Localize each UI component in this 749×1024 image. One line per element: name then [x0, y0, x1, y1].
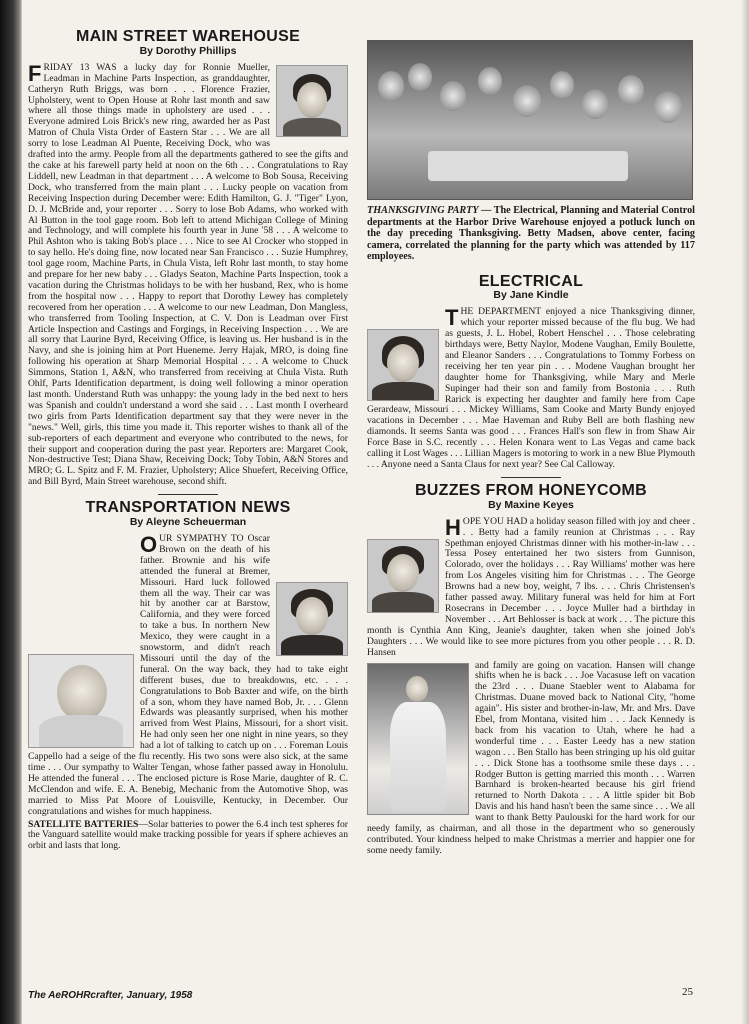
electrical-dropcap: T: [445, 305, 459, 331]
portrait-photo-aleyne: [276, 582, 348, 656]
transportation-title: TRANSPORTATION NEWS: [85, 499, 291, 517]
portrait-photo-jane: [367, 329, 439, 401]
section-divider: [158, 494, 218, 495]
section-divider: [501, 477, 561, 478]
photo-caption: [367, 205, 695, 263]
satellite-paragraph: [28, 820, 348, 853]
main-street-byline: By Dorothy Phillips: [139, 44, 237, 57]
honeycomb-dropcap: H: [445, 514, 461, 540]
main-street-text: RIDAY 13 WAS a lucky day for Ronnie Mueller, Leadman in Machine Parts Inspection, as granddaughter, Catheryn Ruth Briggs, was born . . . Florence Frazier, Upholstery, went to Open House at Rohr last month and saw where all those things made in upholstery are used . . . Everyone admired Lois Brick's new ring, awarded her as Past Matron of Chula Vista Order of Eastern Star . . . We are all sorry to lose Leadman Al Puente, Receiving Dock, who was drafted into the army. People from all the departments gathered to see the gifts and the cake at his farewell party held at noon on the 6th . . . Congratulations to Ray Liddell, new Leadman in that department . . . A welcome to Bob Sousa, Receiving Dock, who transferred from the main plant . . . Lucky people on vacation from Receiving Inspection during December were: Edith Hamilton, G. J. "Tiger" Lyon, D. J. McBride and, your reporter . . . Sorry to lose Bob Adams, who worked with Al Button in the tool gage room. Bob left to attend Michigan College of Mining and Technology, and will complete his fourth year in June '58 . . . A welcome to Phil Ashton who is taking Bob's place . . . Nice to see Al Crocker who stopped in to say hello. He's doing fine, now located near San Francisco . . . Suzie Humphrey, tool gage room, Machine Parts, in Chula Vista, left Rohr last month, to stay home and prepare for her new baby . . . Gladys Seaton, Machine Parts Inspection, took a vacation during the Christmas holidays to be with her husband, Rex, who is home from the hospital now . . . Happy to report that Dorothy Lewey has completely recovered from her operation . . . A welcome to our new Leadman, Don Mangless, who transferred from Tooling Inspection, at C. V. Don is Leadman over First Article Inspection and Castings and Forgings, in Receiving Inspection . . . We are all sorry that Laurine Byrd, Receiving Office, is leaving us. Her husband is in the Navy, and she is joining him at Port Hueneme. Jerry Hajak, MRO, is doing fine following his operation at Sharp Memorial Hospital . . . A welcome to Chuck Simmons, Station 1, A&N, who transferred from receiving at Chula Vista. Ruth Ohlf, Parts Identification department, is doing well following a minor operation last month. Understand Ruth was unhappy: the young lady in the bed next to hers was Spanish and couldn't understand a word she said . . . Last month I overheard two girls from Parts Identification department say that they were never in the "news." Well, girls, this time you made it. This reporter wishes to thank all of the sub-reporters of each department and everyone who contributed to the news, for their support and cooperation during the past year. Reporters are: Margaret Cook, Non-destructive Test; Diana Shaw, Receiving Dock; Toby Tobin, A&N Stores and MRO; G. L. Spitz and F. M. Frazier, Upholstery; Alice Shuefert, Receiving Office, and Bill Byrd, Main Street warehouse, second shift.: [28, 61, 348, 488]
main-street-title: MAIN STREET WAREHOUSE: [75, 28, 301, 45]
satellite-lead: SATELLITE BATTERIES: [28, 818, 139, 830]
magazine-footer: The AeROHRcrafter, January, 1958: [28, 990, 193, 1001]
transportation-text: UR SYMPATHY TO Oscar Brown on the death of his father. Brownie and his wife attended the funeral at Bremer, Missouri. Hard luck followed them all the way. Their car was hit by another car at Barstow, California, and they were forced to take a bus. In northern New Mexico, they were caught in a snowstorm, and didn't reach Missouri until the day of the funeral. On the way back, they had to take eight different buses, due to breakdowns, etc. . . . Congratulations to Bob Baxter and wife, on the birth of a son, whom they have named Bob, Jr. . . . Glenn Edwards was pleasantly surprised, when his mother arrived from West Plains, Missouri, for a short visit. He had only seen her one night in nine years, so they had a lot of talking to catch up on . . . Foreman Louis Cappello had a seige of the flu recently. His two sons were also sick, at the same time . . . Our sympathy to Walter Tengan, whose father passed away in Honolulu. He attended the funeral . . . The enclosed picture is Rose Marie, daughter of R. C. McClendon and wife. E. A. Benebig, Mechanic from the Automotive Shop, was married to Miss Pat Moore of Louisville, Kentucky, in December. Our congratulations and wishes for much happiness.: [28, 532, 348, 817]
transportation-byline: By Aleyne Scheuerman: [129, 516, 247, 529]
portrait-photo-maxine: [367, 539, 439, 613]
transportation-dropcap: O: [140, 531, 158, 557]
binding-spine: [0, 0, 22, 1024]
right-column: [367, 32, 695, 859]
left-column: [28, 28, 348, 854]
electrical-title: ELECTRICAL: [478, 272, 584, 290]
honeycomb-text-1: OPE YOU HAD a holiday season filled with joy and cheer . . . Betty had a family reunion at Christmas . . . Ray Spethman enjoyed Christmas dinner with his mother-in-law . . . Tessa Posey entertained her two sisters from Gunnison, Colorado, over the holidays . . . Ray Williams' mother was here from Los Angeles visiting him for Christmas . . . The George Browns had a new boy, weight, 7 lbs. . . . Chris Christensen's father passed away. Military funeral was held for him at Fort Rosecrans in December . . . Joyce Muller had a birthday in November . . . Art Behlosser is back at work . . . The picture this month is Cynthia Ann King, Jeanie's daughter, taken when she joined Job's Daughters . . . We would like to see more pictures from you other people . . . R. D. Hansen: [367, 515, 695, 658]
main-street-dropcap: F: [28, 60, 42, 86]
page-edge: [741, 0, 749, 1024]
portrait-photo-dorothy: [276, 65, 348, 137]
electrical-text: HE DEPARTMENT enjoyed a nice Thanksgiving dinner, which your reporter missed because of the flu bug. We had as guests, J. L. Hobel, Robert Henschel . . . Those celebrating birthdays were, Betty Naylor, Modene Vaughan, Emily Boulette, and Eleanor Sanders . . . Congratulations to Tommy Forbess on receiving her ten year pin . . . Modene Vaughan brought her daughter home for Thanksgiving, while Mary and Merle Supinger had their son and family from Bostonia . . . Ruth Rarick is expecting her daughter and family here from Cape Gerardeaw, Missouri . . . Mickey Williams, Sam Cooke and Marty Bundy enjoyed vacations in December . . . Mae Haveman and Ruby Bell are both flashing new diamonds. It seems Santa was good . . . Frances Hall's son flew in from Shaw Air Force Base in S.C. recently . . . Helen Konara went to Las Vegas and came back calling it Lost Wages . . . Lillian Magers is motoring to work in a new Blue Plymouth . . . Anyone need a Santa Claus for next year? See Cal Calloway.: [367, 306, 695, 470]
job-daughters-photo: [367, 663, 469, 815]
caption-text: — The Electrical, Planning and Material Control departments at the Harbor Drive Warehouse enjoyed a potluck lunch on the day preceding Thanksgiving. Betty Madsen, above center, facing camera, correlated the planning for the party which was attended by 117 employees.: [367, 205, 695, 262]
electrical-byline: By Jane Kindle: [493, 289, 569, 302]
baby-photo-rose-marie: [28, 654, 134, 748]
page-number: 25: [682, 986, 693, 998]
caption-lead: THANKSGIVING PARTY: [367, 205, 479, 216]
honeycomb-text-2: and family are going on vacation. Hansen will change shifts when he is back . . . Joe Vacasuse left on vacation the 23rd . . . Duane Staebler went to Alabama for Christmas. Duane moved back to National City, "home again". His sister and brother-in-law, Mr. and Mrs. Dave Ebel, from Montana, visited him . . . Jack Kennedy is back from his vacation to Utah, where he had a wonderful time . . . Easter Leedy has a new station wagon . . . Ben Stallo has been stringing up his old guitar . . . Dick Stone has a toothsome smile these days . . . Rodger Button is getting married this month . . . Warren Barnhard is broken-hearted because his girl friend returned to North Dakota . . . A little spider bit Bob Davis and his hand hasn't been the same since . . . We all want to thank Betty Paulouski for the hard work for our needy family, as chairman, and all those in the department who so generously contributed. Your kindness helped to make Christmas a merrier and happier one for some needy family.: [367, 659, 695, 856]
honeycomb-byline: By Maxine Keyes: [488, 498, 574, 511]
thanksgiving-party-photo: [367, 40, 693, 200]
satellite-text: —Solar batteries to power the 6.4 inch test spheres for the Vanguard satellite would make tracking possible for years if sphere achieves an orbit and lasts that long.: [28, 818, 348, 852]
honeycomb-title: BUZZES FROM HONEYCOMB: [414, 481, 648, 499]
